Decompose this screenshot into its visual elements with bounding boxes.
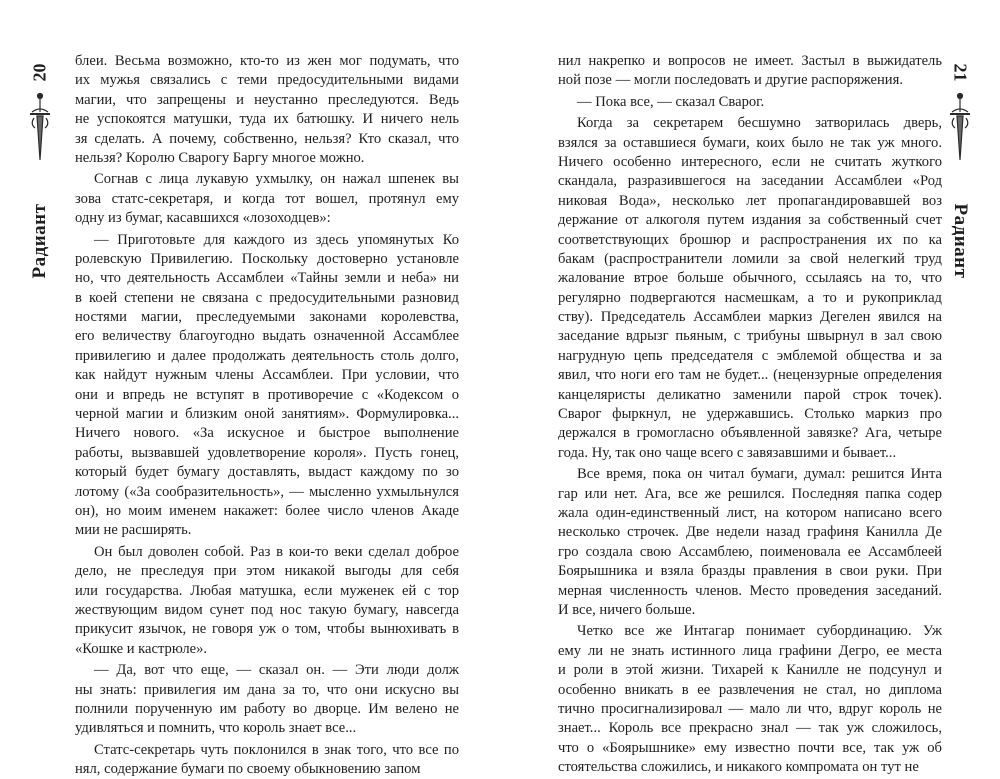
left-text-column bbox=[75, 52, 459, 779]
right-margin-strip bbox=[938, 0, 982, 300]
text-line: ему ли не знать истинного лица графини Дегро, ее места bbox=[558, 642, 942, 659]
text-line: что о «Боярышнике» ему известно почти все, так уж об bbox=[558, 739, 942, 756]
text-line: Согнав с лица лукавую ухмылку, он нажал шпенек вы bbox=[94, 171, 459, 188]
text-line: жалование втрое больше обычного, ссылаясь на то, что bbox=[558, 270, 942, 287]
left-margin-strip bbox=[18, 0, 62, 300]
text-line: Боярышника и взяла бразды правления в свои руки. При bbox=[558, 563, 942, 580]
text-line: удивляться и помнить, что король знает все... bbox=[75, 720, 357, 737]
text-line: года. Ну, так оно чаще всего с завязавшими и бывает... bbox=[558, 444, 897, 461]
text-line: блеи. Весьма возможно, кто-то из жен мог подумать, что bbox=[75, 53, 459, 69]
text-line: привилегию и далее продолжать деятельность столь долго, bbox=[75, 347, 459, 364]
text-line: полнили порученную им работу во дворце. Им велено не bbox=[75, 700, 459, 717]
dagger-ornament-icon bbox=[946, 92, 974, 164]
paragraph bbox=[558, 114, 942, 463]
text-line: регулярно подвергаются насмешкам, а то и рукоприклад bbox=[558, 289, 942, 306]
text-line: Сварог фыркнул, не удержавшись. Столько маркиз про bbox=[558, 406, 942, 423]
text-line: Все время, пока он читал бумаги, думал: решится Инта bbox=[577, 466, 942, 483]
dagger-ornament-icon bbox=[26, 92, 54, 164]
paragraph bbox=[75, 543, 459, 659]
text-line: тично просигнализировал — мало ли что, вдруг король не bbox=[558, 700, 942, 717]
paragraph bbox=[558, 465, 942, 620]
text-line: ной позе — могли последовать и другие распоряжения. bbox=[558, 72, 903, 89]
text-line: И все, ничего больше. bbox=[558, 601, 696, 618]
paragraph bbox=[75, 170, 459, 228]
paragraph bbox=[75, 52, 459, 168]
text-line: Статс-секретарь чуть поклонился в знак того, что все по bbox=[94, 741, 459, 758]
text-line: но, что деятельность Ассамблеи «Тайны земли и неба» ни bbox=[75, 270, 459, 287]
text-line: Когда за секретарем бесшумно затворилась дверь, bbox=[577, 115, 942, 132]
paragraph bbox=[558, 52, 942, 91]
paragraph bbox=[558, 93, 942, 112]
text-line: ству). Председатель Ассамблеи маркиз Дегелен явился на bbox=[558, 309, 942, 326]
text-line: жала один-единственный лист, на котором написано всего bbox=[558, 504, 942, 521]
text-line: одну из бумаг, касавшихся «лозоходцев»: bbox=[75, 210, 331, 227]
text-line: он), но моим именем накажет: более число членов Акаде bbox=[75, 502, 459, 519]
text-line: — Приготовьте для каждого из здесь упомянутых Ко bbox=[94, 231, 459, 248]
running-title-right: Радиант bbox=[950, 203, 971, 279]
text-line: жествующим видом сунет под нос такую бумагу, навсегда bbox=[75, 601, 459, 618]
text-line: Четко все же Интагар понимает субординацию. Уж bbox=[577, 623, 942, 640]
right-page bbox=[500, 0, 1000, 776]
page-number-right: 21 bbox=[950, 63, 971, 82]
text-line: нельзя? Королю Сварогу Баргу многое можно. bbox=[75, 149, 365, 166]
text-line: ны знать: привилегия им дана за то, что они искусно вы bbox=[75, 681, 459, 698]
text-line: явил, что ноги его там не будет... (нецензурные определения bbox=[558, 367, 942, 384]
text-line: Ничего особенно интересного, если не считать жуткого bbox=[558, 153, 942, 170]
text-line: нагрудную цепь председателя с эмблемой общества и за bbox=[558, 347, 942, 364]
text-line: никовая Вода», несколько лет пропагандировавшей воз bbox=[558, 192, 942, 209]
text-line: «Кошке и кастрюле». bbox=[75, 640, 208, 657]
text-line: гро создала свою Ассамблею, поименовала ее Ассамблеей bbox=[558, 543, 942, 560]
text-line: как найдут нужным члены Ассамблеи. При условии, что bbox=[75, 367, 459, 384]
paragraph bbox=[75, 661, 459, 739]
running-title-left: Радиант bbox=[29, 203, 50, 279]
text-line: — Да, вот что еще, — сказал он. — Эти люди долж bbox=[94, 662, 459, 679]
text-line: магии, что запрещены и неустанно преследуются. Ведь bbox=[75, 91, 459, 108]
text-line: мии не расширять. bbox=[75, 522, 192, 539]
text-line: и роли в этой жизни. Тихарей к Канилле не подсунул и bbox=[558, 662, 942, 679]
text-line: который будет бумагу доставлять, выдаст каждому по зо bbox=[75, 464, 459, 481]
page-number-left: 20 bbox=[29, 63, 50, 82]
text-line: Он был доволен собой. Раз в кои-то веки сделал доброе bbox=[94, 543, 459, 560]
text-line: Ничего нового. «За искусное и быстрое выполнение bbox=[75, 425, 459, 442]
text-line: гар или нет. Ага, все же решился. Последняя папка содер bbox=[558, 485, 942, 502]
text-line: дело, не преследуя при этом никакой выгоды для себя bbox=[75, 563, 459, 580]
text-line: взялся за оставшиеся бумаги, коих было не так уж много. bbox=[558, 134, 942, 151]
text-line: знает... Король все прекрасно знал — так уж сложилось, bbox=[558, 720, 942, 737]
text-line: держался в громогласно объявленной завязке? Ага, четыре bbox=[558, 425, 942, 442]
text-line: их мужья связались с теми предосудительными видами bbox=[75, 72, 459, 89]
text-line: нил накрепко и вопросов не имеет. Застыл в выжидатель bbox=[558, 53, 942, 69]
text-line: прикусит язычок, не говоря уж о том, чтобы вынюхивать в bbox=[75, 621, 459, 638]
paragraph bbox=[75, 231, 459, 541]
text-line: они и впредь не вступят в противоречие с «Кодексом о bbox=[75, 386, 459, 403]
text-line: его величеству благоугодно выдать означенной Ассамблее bbox=[75, 328, 459, 345]
text-line: соответствующих брошюр и распространения их по ка bbox=[558, 231, 942, 248]
text-line: или государства. Любая матушка, если муженек ей с тор bbox=[75, 582, 459, 599]
text-line: заседание вдрызг пьяным, с трибуны швырнул в зал свою bbox=[558, 328, 942, 345]
text-line: лотому («За сообразительность», — мысленно ухмыльнулся bbox=[75, 483, 459, 500]
text-line: в коей степени не связана с предосудительными разновид bbox=[75, 289, 459, 306]
text-line: зя сделать. А почему, собственно, нельзя? Кто сказал, что bbox=[75, 130, 459, 147]
paragraph bbox=[558, 622, 942, 777]
text-line: мерная численность членов. Место проведения заседаний. bbox=[558, 582, 942, 599]
text-line: не успокоятся матушки, туда их батюшку. И ничего нель bbox=[75, 111, 459, 128]
text-line: стоятельства сложились, и никакого компромата он тут не bbox=[558, 759, 919, 776]
text-line: ностями магии, преследуемыми законами королевства, bbox=[75, 309, 459, 326]
text-line: — Пока все, — сказал Сварог. bbox=[577, 93, 765, 110]
text-line: канцеляристы деликатно заменили парой строк точек). bbox=[558, 386, 942, 403]
left-page bbox=[0, 0, 500, 778]
text-line: работы, вызвавшей удовлетворение короля». Пусть гонец, bbox=[75, 444, 459, 461]
paragraph bbox=[75, 741, 459, 779]
text-line: особенно вникать в ее развлечения не стал, но диплома bbox=[558, 681, 942, 698]
text-line: держание от алкоголя путем издания за собственный счет bbox=[558, 212, 942, 229]
text-line: нял, содержание бумаги по своему обыкновению запом bbox=[75, 761, 421, 778]
text-line: бакам (распространители ломили за свой нелегкий труд bbox=[558, 250, 942, 267]
text-line: черной магии и близким оной занятиям». Формулировка... bbox=[75, 406, 459, 423]
right-text-column bbox=[558, 52, 942, 777]
text-line: несколько строчек. Две недели назад графиня Канилла Де bbox=[558, 524, 942, 541]
text-line: скандала, разразившегося на заседании Ассамблеи «Род bbox=[558, 173, 942, 190]
text-line: зова статс-секретаря, и когда тот вошел, протянул ему bbox=[75, 190, 459, 207]
text-line: ролевскую Привилегию. Поскольку достоверно установле bbox=[75, 250, 459, 267]
